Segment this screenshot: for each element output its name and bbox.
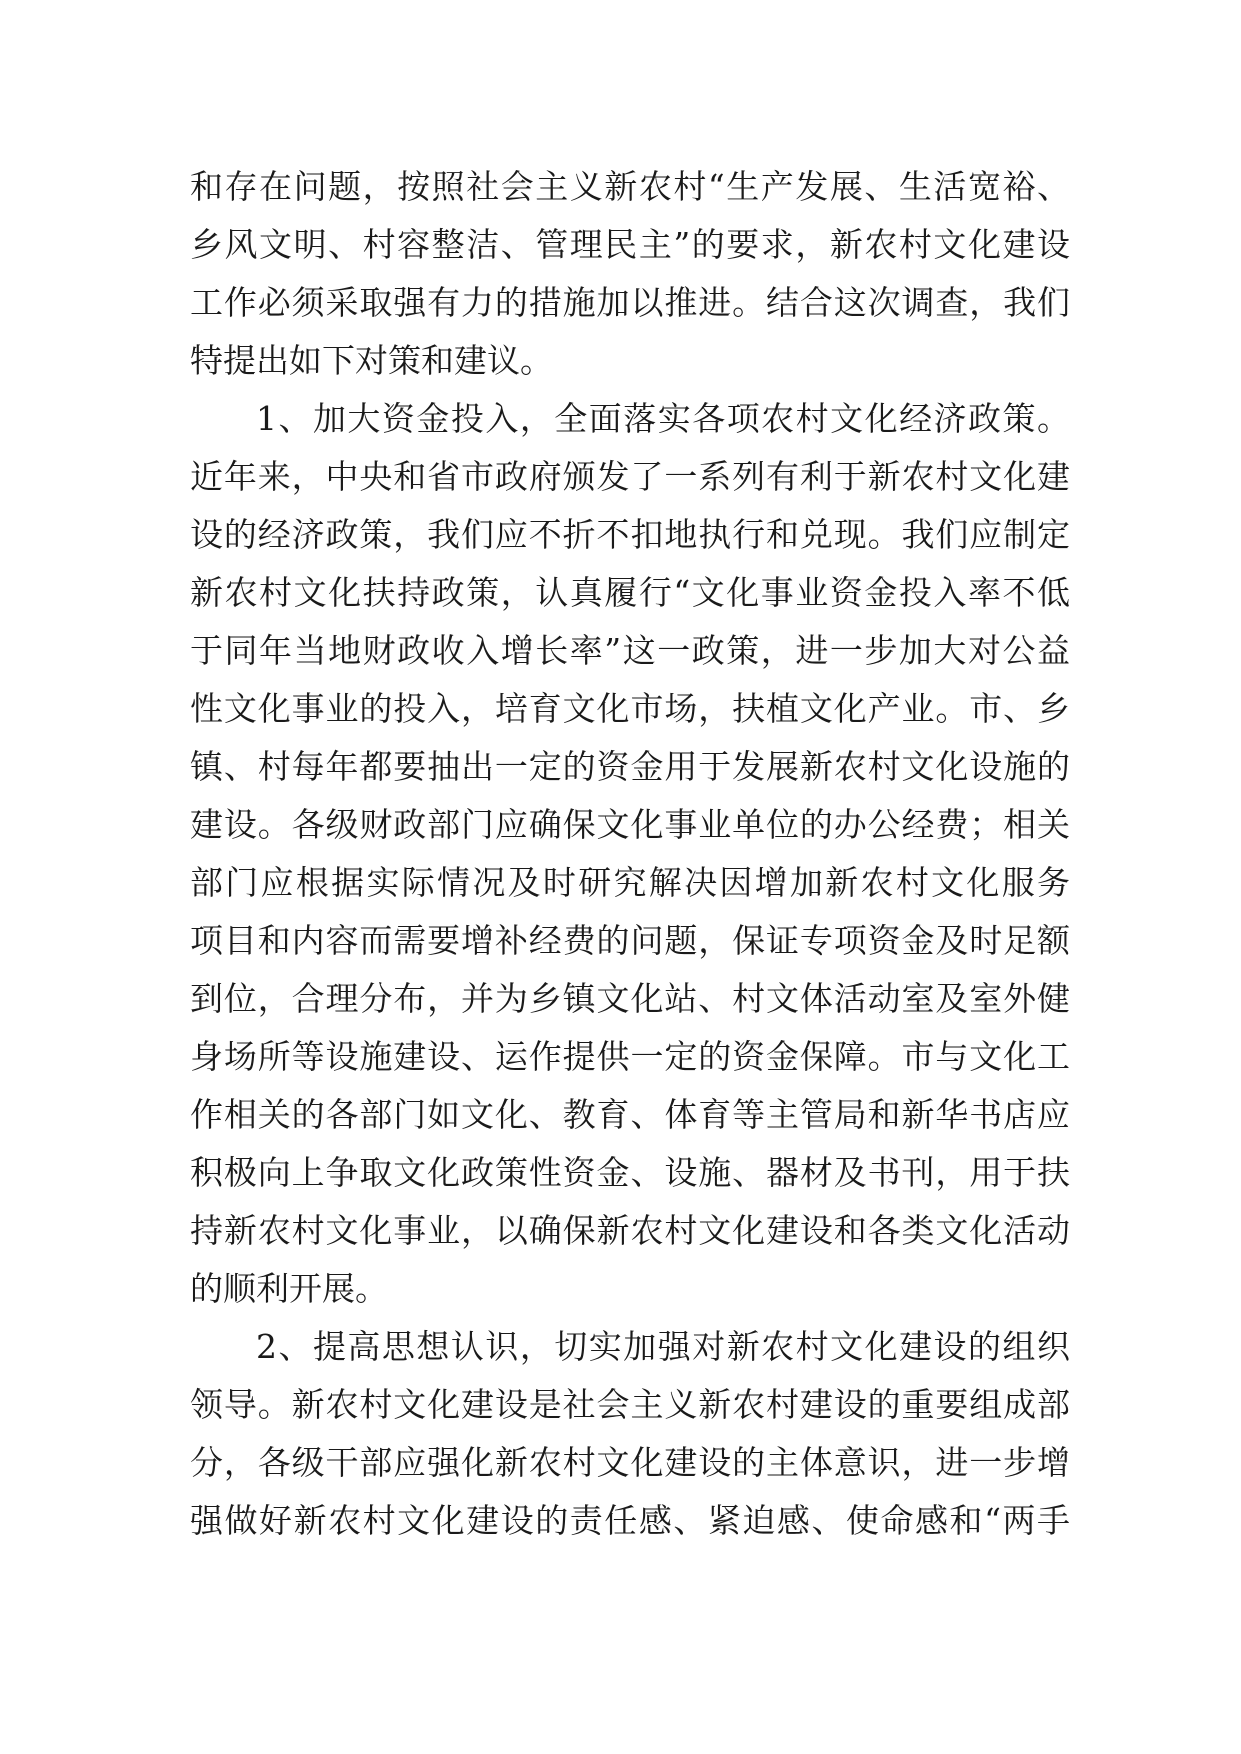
paragraph-line: 积极向上争取文化政策性资金、设施、器材及书刊，用于扶	[190, 1153, 1070, 1192]
paragraph-line: 特提出如下对策和建议。	[190, 341, 553, 380]
paragraph-line: 身场所等设施建设、运作提供一定的资金保障。市与文化工	[190, 1037, 1070, 1076]
paragraph-line: 分，各级干部应强化新农村文化建设的主体意识，进一步增	[190, 1443, 1070, 1482]
paragraph-line: 近年来，中央和省市政府颁发了一系列有利于新农村文化建	[190, 457, 1070, 496]
paragraph-line: 持新农村文化事业，以确保新农村文化建设和各类文化活动	[190, 1211, 1070, 1250]
paragraph-line: 项目和内容而需要增补经费的问题，保证专项资金及时足额	[190, 921, 1070, 960]
paragraph-line: 和存在问题，按照社会主义新农村“生产发展、生活宽裕、	[190, 167, 1070, 206]
paragraph-line: 工作必须采取强有力的措施加以推进。结合这次调查，我们	[190, 283, 1070, 322]
paragraph-line: 领导。新农村文化建设是社会主义新农村建设的重要组成部	[190, 1385, 1070, 1424]
section-heading-line: 1、加大资金投入，全面落实各项农村文化经济政策。	[256, 399, 1070, 438]
paragraph-line: 性文化事业的投入，培育文化市场，扶植文化产业。市、乡	[190, 689, 1070, 728]
paragraph-line: 到位，合理分布，并为乡镇文化站、村文体活动室及室外健	[190, 979, 1070, 1018]
paragraph-line: 强做好新农村文化建设的责任感、紧迫感、使命感和“两手	[190, 1501, 1070, 1540]
paragraph-line: 部门应根据实际情况及时研究解决因增加新农村文化服务	[190, 863, 1070, 902]
section-heading-line: 2、提高思想认识，切实加强对新农村文化建设的组织	[256, 1327, 1070, 1366]
document-body	[190, 158, 1070, 1550]
paragraph-line: 镇、村每年都要抽出一定的资金用于发展新农村文化设施的	[190, 747, 1070, 786]
paragraph-line: 乡风文明、村容整洁、管理民主”的要求，新农村文化建设	[190, 225, 1070, 264]
paragraph-line: 建设。各级财政部门应确保文化事业单位的办公经费；相关	[190, 805, 1070, 844]
paragraph-line: 设的经济政策，我们应不折不扣地执行和兑现。我们应制定	[190, 515, 1070, 554]
paragraph-line: 作相关的各部门如文化、教育、体育等主管局和新华书店应	[190, 1095, 1070, 1134]
paragraph-line: 的顺利开展。	[190, 1269, 388, 1308]
paragraph-line: 新农村文化扶持政策，认真履行“文化事业资金投入率不低	[190, 573, 1070, 612]
paragraph-line: 于同年当地财政收入增长率”这一政策，进一步加大对公益	[190, 631, 1070, 670]
